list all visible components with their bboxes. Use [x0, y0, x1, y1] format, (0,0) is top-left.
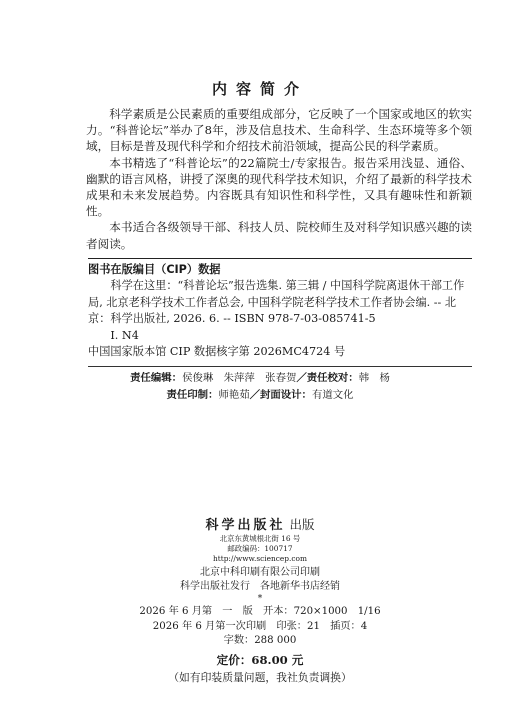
edition-line: 2026 年 6 月第 一 版 开本：720×1000 1/16	[139, 606, 381, 617]
cip-block	[88, 262, 472, 360]
summary-paragraph-3: 本书适合各级领导干部、科技人员、院校师生及对科学知识感兴趣的读者阅读。	[86, 220, 472, 251]
impression-line: 2026 年 6 月第一次印刷 印张：21 插页：4	[152, 621, 368, 632]
printer-line: 北京中科印刷有限公司印刷	[200, 567, 320, 578]
cip-record: 科学在这里：“科普论坛”报告选集. 第三辑 / 中国科学院离退休干部工作局, 北京老科学技术工作者总会, 中国科学院老科学技术工作者协会编. -- 北京：科学出版社, 2026. 6. -- ISBN 978-7-03-085741-5	[88, 279, 465, 326]
publisher-address: 北京东黄城根北街 16 号	[219, 534, 301, 543]
publisher-website: http://www.sciencep.com	[213, 554, 307, 563]
quality-note: （如有印装质量问题，我社负责调换）	[168, 671, 352, 684]
cip-top-rule	[88, 258, 472, 259]
separator-star: *	[257, 594, 263, 604]
price: 定价：68.00 元	[216, 653, 304, 667]
summary-paragraph-2: 本书精选了“科普论坛”的22篇院士/专家报告。报告采用浅显、通俗、幽默的语言风格，讲授了深奥的现代科学技术知识，介绍了最新的科学技术成果和未来发展趋势。内容既具有知识性和科学性，又具有趣味性和新颖性。	[86, 155, 472, 219]
credits-line-2	[0, 387, 520, 404]
distribution-line: 科学出版社发行 各地新华书店经销	[180, 581, 340, 592]
proofreader-label: ／责任校对：	[296, 372, 359, 384]
printing-label: 责任印制：	[166, 389, 219, 401]
publisher-postcode: 邮政编码：100717	[227, 544, 293, 553]
cip-heading: 图书在版编目（CIP）数据	[88, 263, 221, 276]
summary-body	[86, 106, 472, 252]
printing-supervisor: 师艳茹	[218, 389, 250, 401]
credits-line-1	[0, 370, 520, 387]
editors: 侯俊琳 朱萍萍 张春贺	[182, 372, 297, 384]
publisher-line	[0, 514, 520, 533]
publisher-logo: 科学出版社	[205, 518, 286, 533]
cip-verification: 中国国家版本馆 CIP 数据核字第 2026MC4724 号	[88, 345, 346, 359]
word-count: 字数：288 000	[223, 635, 297, 646]
publisher-suffix: 出版	[289, 517, 315, 532]
editor-label: 责任编辑：	[130, 372, 183, 384]
summary-title: 内容简介	[211, 80, 308, 98]
cover-designer: 有道文化	[311, 389, 354, 401]
cip-classification: Ⅰ. N4	[110, 328, 139, 342]
summary-paragraph-1: 科学素质是公民素质的重要组成部分，它反映了一个国家或地区的软实力。“科普论坛”举办了8年，涉及信息技术、生命科学、生态环境等多个领域，目标是普及现代科学和介绍技术前沿领域，提高公民的科学素质。	[86, 107, 472, 154]
cover-design-label: ／封面设计：	[249, 389, 312, 401]
proofreader: 韩 杨	[358, 372, 390, 384]
cip-bottom-rule	[88, 366, 472, 367]
